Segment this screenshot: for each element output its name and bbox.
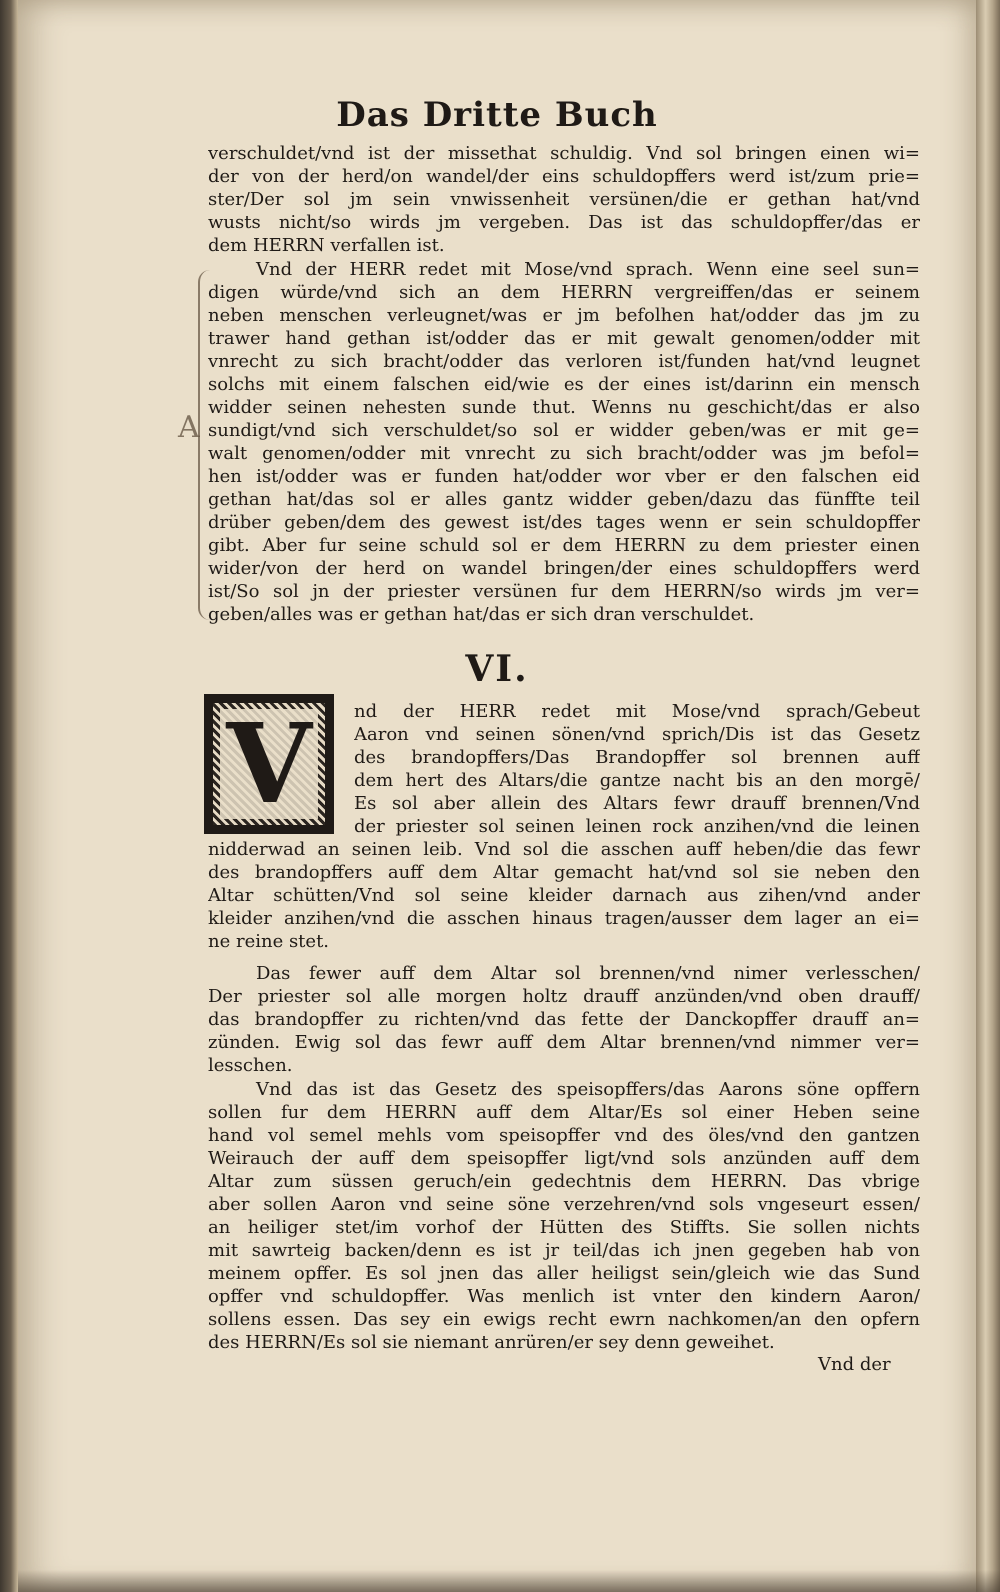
initial-letter: V (220, 709, 317, 819)
text-line: des HERRN/Es sol sie niemant anrüren/er sey denn geweihet. (208, 1332, 775, 1353)
paragraph-4 (208, 962, 920, 1077)
text-line: ster/Der sol jm sein vnwissenheit versünen/die er gethan hat/vnd (208, 189, 920, 210)
text-line: geben/alles was er gethan hat/das er sich dran verschuldet. (208, 604, 755, 625)
text-line: gibt. Aber fur seine schuld sol er dem HERRN zu dem priester einen (208, 535, 920, 556)
text-line: an heiliger stet/im vorhof der Hütten des Stiffts. Sie sollen nichts (208, 1217, 920, 1238)
text-line: widder seinen nehesten sunde thut. Wenns nu geschicht/das er also (208, 397, 920, 418)
text-line: kleider anzihen/vnd die asschen hinaus tragen/ausser dem lager an ei= (208, 908, 920, 929)
text-line: des brandopffers auff dem Altar gemacht hat/vnd sol sie neben den (208, 862, 920, 883)
margin-note: A (178, 410, 200, 445)
text-line: hand vol semel mehls vom speisopffer vnd des öles/vnd den gantzen (208, 1125, 920, 1146)
text-line: hen ist/odder was er funden hat/odder wor vber er den falschen eid (208, 466, 920, 487)
page-header: Das Dritte Buch (336, 95, 658, 135)
text-line: aber sollen Aaron vnd seine söne verzehren/vnd sols vngeseurt essen/ (208, 1194, 920, 1215)
text-line: neben menschen verleugnet/was er jm befolhen hat/odder das jm zu (208, 305, 920, 326)
text-line: walt genomen/odder mit vnrecht zu sich bracht/odder was jm befol= (208, 443, 920, 464)
text-line: Das fewer auff dem Altar sol brennen/vnd nimer verlesschen/ (256, 963, 920, 984)
paragraph-2 (208, 258, 920, 626)
text-line: Aaron vnd seinen sönen/vnd sprich/Dis ist das Gesetz (354, 724, 920, 745)
text-line: digen würde/vnd sich an dem HERRN vergreiffen/das er seinem (208, 282, 920, 303)
paragraph-3-continued (208, 838, 920, 953)
text-line: Weirauch der auff dem speisopffer ligt/vnd sols anzünden auff dem (208, 1148, 920, 1169)
paragraph-5 (208, 1078, 920, 1354)
initial-woodcut (213, 699, 325, 828)
text-line: drüber geben/dem des gewest ist/des tages wenn er sein schuldopffer (208, 512, 920, 533)
text-line: wusts nicht/so wirds jm vergeben. Das ist das schuldopffer/das er (208, 212, 920, 233)
text-line: dem hert des Altars/die gantze nacht bis an den morgē/ (354, 770, 920, 791)
text-line: Es sol aber allein des Altars fewr drauff brennen/Vnd (354, 793, 920, 814)
text-line: mit sawrteig backen/denn es ist jr teil/das ich jnen gegeben hab von (208, 1240, 920, 1261)
paragraph-3-beside-initial (354, 700, 920, 838)
text-line: Der priester sol alle morgen holtz drauff anzünden/vnd oben drauff/ (208, 986, 920, 1007)
text-line: Altar zum süssen geruch/ein gedechtnis dem HERRN. Das vbrige (208, 1171, 920, 1192)
text-line: wider/von der herd on wandel bringen/der eines schuldopffers werd (208, 558, 920, 579)
decorated-initial (204, 694, 334, 834)
book-page-edges-right (976, 0, 1000, 1592)
text-line: dem HERRN verfallen ist. (208, 235, 445, 256)
text-line: Vnd das ist das Gesetz des speisopffers/das Aarons söne opffern (256, 1079, 920, 1100)
text-line: Altar schütten/Vnd sol seine kleider darnach aus zihen/vnd ander (208, 885, 920, 906)
page-bottom-shadow (18, 1570, 1000, 1592)
text-line: zünden. Ewig sol das fewr auff dem Altar brennen/vnd nimmer ver= (208, 1032, 920, 1053)
text-line: Vnd der HERR redet mit Mose/vnd sprach. Wenn eine seel sun= (256, 259, 920, 280)
text-line: nidderwad an seinen leib. Vnd sol die asschen auff heben/die das fewr (208, 839, 920, 860)
text-line: der priester sol seinen leinen rock anzihen/vnd die leinen (354, 816, 920, 837)
text-line: sundigt/vnd sich verschuldet/so sol er widder geben/was er mit ge= (208, 420, 920, 441)
book-page (18, 0, 976, 1592)
text-line: der von der herd/on wandel/der eins schuldopffers werd ist/zum prie= (208, 166, 920, 187)
catchword: Vnd der (818, 1354, 891, 1375)
text-line: nd der HERR redet mit Mose/vnd sprach/Gebeut (354, 701, 920, 722)
text-line: das brandopffer zu richten/vnd das fette der Danckopffer drauff an= (208, 1009, 920, 1030)
text-line: opffer vnd schuldopffer. Was menlich ist vnter den kindern Aaron/ (208, 1286, 920, 1307)
chapter-number: VI. (465, 648, 529, 690)
text-line: ist/So sol jn der priester versünen fur dem HERRN/so wirds jm ver= (208, 581, 920, 602)
paragraph-1 (208, 142, 920, 257)
text-line: sollens essen. Das sey ein ewigs recht ewrn nachkomen/an den opfern (208, 1309, 920, 1330)
text-line: meinem opffer. Es sol jnen das aller heiligst sein/gleich wie das Sund (208, 1263, 920, 1284)
text-line: solchs mit einem falschen eid/wie es der eines ist/darinn ein mensch (208, 374, 920, 395)
text-line: trawer hand gethan ist/odder das er mit gewalt genomen/odder mit (208, 328, 920, 349)
text-line: lesschen. (208, 1055, 293, 1076)
text-line: sollen fur dem HERRN auff dem Altar/Es sol einer Heben seine (208, 1102, 920, 1123)
text-line: des brandopffers/Das Brandopffer sol brennen auff (354, 747, 920, 768)
text-line: ne reine stet. (208, 931, 330, 952)
book-gutter-left (0, 0, 18, 1592)
text-line: gethan hat/das sol er alles gantz widder geben/dazu das fünffte teil (208, 489, 920, 510)
text-line: verschuldet/vnd ist der missethat schuldig. Vnd sol bringen einen wi= (208, 143, 920, 164)
text-line: vnrecht zu sich bracht/odder das verloren ist/funden hat/vnd leugnet (208, 351, 920, 372)
